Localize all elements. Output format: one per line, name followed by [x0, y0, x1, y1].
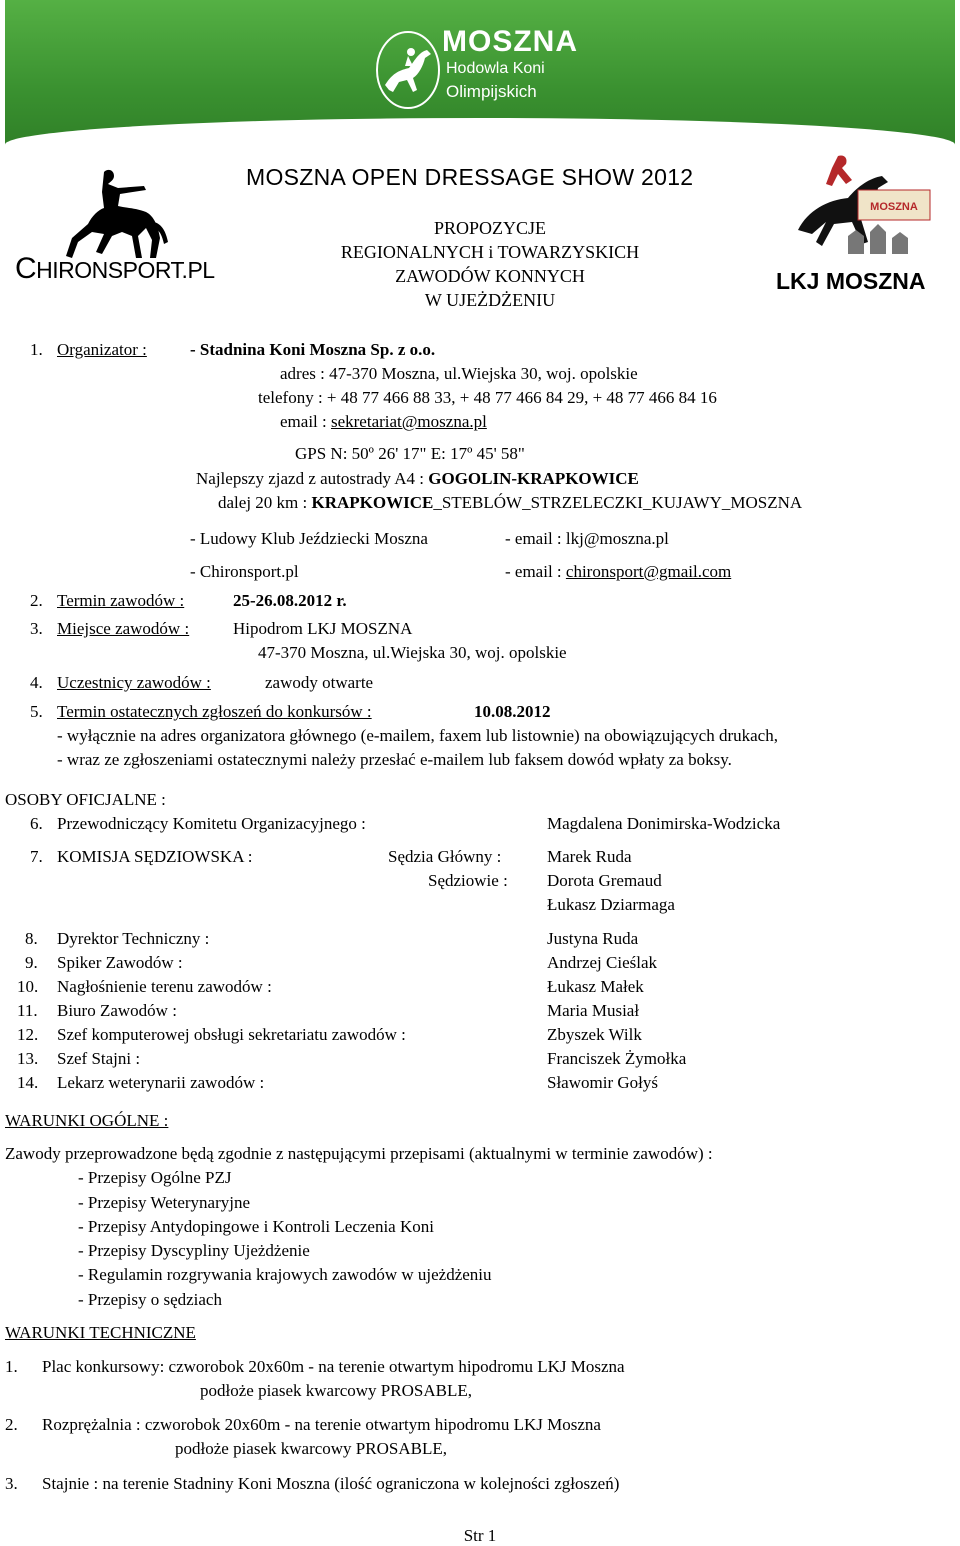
jumping-horse-logo [375, 30, 441, 110]
committee-role: Przewodniczący Komitetu Organizacyjnego : [57, 814, 366, 833]
staff-num: 13. [17, 1049, 39, 1068]
staff-name: Sławomir Gołyś [547, 1073, 658, 1092]
rule-item: - Przepisy Dyscypliny Ujeżdżenie [78, 1241, 310, 1260]
technical-heading: WARUNKI TECHNICZNE [5, 1323, 196, 1342]
rule-item: - Przepisy Weterynaryjne [78, 1193, 251, 1212]
committee-name: Magdalena Donimirska-Wodzicka [547, 814, 781, 833]
technical-text-2: podłoże piasek kwarcowy PROSABLE, [200, 1381, 472, 1400]
deadline-note-2: - wraz ze zgłoszeniami ostatecznymi należy przesłać e-mailem lub faksem dowód wpłaty za boksy. [57, 750, 732, 769]
s3-num: 3. [30, 619, 43, 638]
organizer-email-link[interactable]: sekretariat@moszna.pl [330, 412, 487, 431]
venue-name: Hipodrom LKJ MOSZNA [233, 619, 413, 638]
staff-num: 9. [25, 953, 38, 972]
s1-num: 1. [30, 340, 43, 359]
header-banner [5, 0, 955, 150]
s3-label: Miejsce zawodów : [57, 619, 190, 638]
judges-label: KOMISJA SĘDZIOWSKA : [57, 847, 253, 866]
page-number: Str 1 [463, 1526, 497, 1545]
chironsport-centaur-logo [62, 162, 172, 262]
judges-sub-label: Sędziowie : [428, 871, 508, 890]
technical-num: 1. [5, 1357, 18, 1376]
rule-item: - Przepisy Antydopingowe i Kontroli Leczenia Koni [78, 1217, 434, 1236]
staff-name: Justyna Ruda [547, 929, 639, 948]
show-title: MOSZNA OPEN DRESSAGE SHOW 2012 [246, 164, 694, 190]
committee-num: 6. [30, 814, 43, 833]
club-email-2-link[interactable]: chironsport@gmail.com [565, 562, 732, 581]
judges-num: 7. [30, 847, 43, 866]
staff-num: 8. [25, 929, 38, 948]
proposal-line-1: PROPOZYCJE [433, 218, 547, 238]
venue-address: 47-370 Moszna, ul.Wiejska 30, woj. opolskie [258, 643, 567, 662]
staff-name: Andrzej Cieślak [547, 953, 657, 972]
proposal-line-3: ZAWODÓW KONNYCH [395, 266, 585, 286]
deadline-note-1: - wyłącznie na adres organizatora głównego (e-mailem, faxem lub listownie) na obowiązujących drukach, [57, 726, 778, 745]
s5-num: 5. [30, 702, 43, 721]
show-jumping-horse-logo [778, 150, 938, 260]
organizer-phones: telefony : + 48 77 466 88 33, + 48 77 466 84 29, + 48 77 466 84 16 [258, 388, 717, 407]
officials-heading: OSOBY OFICJALNE : [5, 790, 166, 809]
staff-num: 14. [17, 1073, 39, 1092]
staff-name: Zbyszek Wilk [547, 1025, 642, 1044]
club-email-1: - email : lkj@moszna.pl [505, 529, 669, 548]
s2-num: 2. [30, 591, 43, 610]
chief-judge-label: Sędzia Główny : [388, 847, 502, 866]
moszna-badge-text: MOSZNA [870, 201, 918, 213]
technical-text-2: podłoże piasek kwarcowy PROSABLE, [175, 1439, 447, 1458]
banner-subtitle-2: Olimpijskich [446, 82, 537, 101]
staff-num: 10. [17, 977, 39, 996]
gps-coordinates: GPS N: 50º 26' 17" E: 17º 45' 58" [295, 444, 525, 463]
rule-item: - Przepisy o sędziach [78, 1290, 222, 1309]
general-heading: WARUNKI OGÓLNE : [5, 1111, 169, 1130]
staff-role: Szef komputerowej obsługi sekretariatu zawodów : [57, 1025, 406, 1044]
participants-value: zawody otwarte [265, 673, 374, 692]
judge-name-2: Łukasz Dziarmaga [547, 895, 675, 914]
s2-label: Termin zawodów : [57, 591, 185, 610]
staff-role: Lekarz weterynarii zawodów : [57, 1073, 265, 1092]
technical-num: 3. [5, 1474, 18, 1493]
proposal-line-2: REGIONALNYCH i TOWARZYSKICH [340, 242, 640, 262]
staff-role: Dyrektor Techniczny : [57, 929, 210, 948]
organizer-name: - Stadnina Koni Moszna Sp. z o.o. [190, 340, 436, 359]
staff-name: Franciszek Żymołka [547, 1049, 687, 1068]
staff-role: Nagłośnienie terenu zawodów : [57, 977, 272, 996]
club-name-2: - Chironsport.pl [190, 562, 299, 581]
banner-brand: MOSZNA [442, 25, 578, 58]
technical-text: Stajnie : na terenie Stadniny Koni Moszna (ilość ograniczona w kolejności zgłoszeń) [42, 1474, 620, 1493]
staff-name: Maria Musiał [547, 1001, 640, 1020]
club-email-2-line: - email : chironsport@gmail.com [505, 562, 732, 581]
lkj-moszna-label: LKJ MOSZNA [776, 268, 926, 294]
s4-num: 4. [30, 673, 43, 692]
banner-subtitle-1: Hodowla Koni [446, 60, 545, 77]
s1-label: Organizator : [57, 340, 147, 359]
deadline-date: 10.08.2012 [474, 702, 551, 721]
staff-role: Spiker Zawodów : [57, 953, 183, 972]
staff-num: 12. [17, 1025, 39, 1044]
chironsport-logo-text: CHIRONSPORT.PL [15, 252, 215, 285]
organizer-address: adres : 47-370 Moszna, ul.Wiejska 30, woj. opolskie [280, 364, 638, 383]
route-line-2: dalej 20 km : KRAPKOWICE_STEBLÓW_STRZELECZKI_KUJAWY_MOSZNA [218, 493, 803, 512]
organizer-email-line: email : sekretariat@moszna.pl [280, 412, 487, 431]
rule-item: - Regulamin rozgrywania krajowych zawodów w ujeżdżeniu [78, 1265, 492, 1284]
proposal-line-4: W UJEŻDŻENIU [424, 290, 556, 310]
s5-label: Termin ostatecznych zgłoszeń do konkursów : [57, 702, 372, 721]
club-name-1: - Ludowy Klub Jeździecki Moszna [190, 529, 428, 548]
staff-name: Łukasz Małek [547, 977, 644, 996]
general-intro: Zawody przeprowadzone będą zgodnie z następującymi przepisami (aktualnymi w terminie zawodów) : [5, 1144, 713, 1163]
route-line-1: Najlepszy zjazd z autostrady A4 : GOGOLIN-KRAPKOWICE [196, 469, 639, 488]
chief-judge-name: Marek Ruda [547, 847, 632, 866]
technical-text: Plac konkursowy: czworobok 20x60m - na terenie otwartym hipodromu LKJ Moszna [42, 1357, 625, 1376]
technical-text: Rozprężalnia : czworobok 20x60m - na terenie otwartym hipodromu LKJ Moszna [42, 1415, 601, 1434]
s4-label: Uczestnicy zawodów : [57, 673, 211, 692]
rule-item: - Przepisy Ogólne PZJ [78, 1168, 232, 1187]
staff-role: Szef Stajni : [57, 1049, 141, 1068]
judge-name-1: Dorota Gremaud [547, 871, 662, 890]
staff-num: 11. [17, 1001, 38, 1020]
staff-role: Biuro Zawodów : [57, 1001, 177, 1020]
technical-num: 2. [5, 1415, 18, 1434]
competition-dates: 25-26.08.2012 r. [233, 591, 347, 610]
